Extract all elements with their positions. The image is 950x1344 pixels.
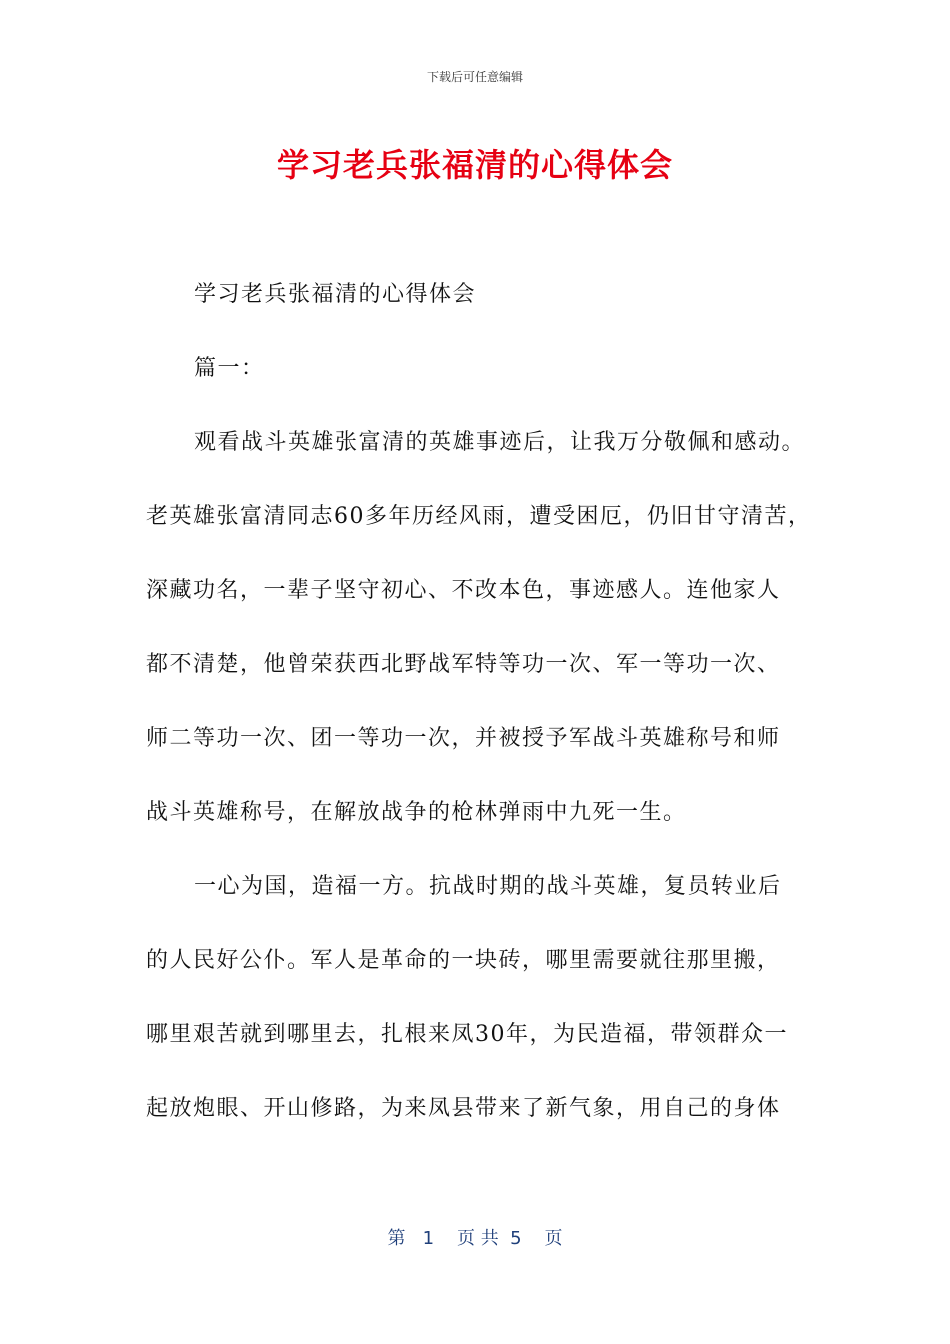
- paragraph-line: 起放炮眼、开山修路，为来凤县带来了新气象，用自己的身体: [146, 1096, 781, 1121]
- paragraph-line: 师二等功一次、团一等功一次，并被授予军战斗英雄称号和师: [146, 726, 781, 751]
- paragraph-line: 哪里艰苦就到哪里去，扎根来凤30年，为民造福，带领群众一: [146, 1022, 788, 1047]
- paragraph-line: 学习老兵张福清的心得体会: [194, 282, 477, 307]
- paragraph-line: 战斗英雄称号，在解放战争的枪林弹雨中九死一生。: [146, 800, 687, 825]
- paragraph-line: 篇一：: [194, 356, 265, 381]
- paragraph-line: 深藏功名，一辈子坚守初心、不改本色，事迹感人。连他家人: [146, 578, 781, 603]
- paragraph-line: 老英雄张富清同志60多年历经风雨，遭受困厄，仍旧甘守清苦，: [146, 504, 812, 529]
- paragraph-line: 的人民好公仆。军人是革命的一块砖，哪里需要就往那里搬，: [146, 948, 781, 973]
- header-note: 下载后可任意编辑: [426, 70, 523, 84]
- page-footer: 第 1 页 共 5 页: [387, 1228, 563, 1249]
- paragraph-line: 观看战斗英雄张富清的英雄事迹后，让我万分敬佩和感动。: [194, 430, 806, 455]
- document-title: 学习老兵张福清的心得体会: [276, 146, 673, 184]
- document-body: [146, 270, 816, 1158]
- paragraph-line: 一心为国，造福一方。抗战时期的战斗英雄，复员转业后: [194, 874, 782, 899]
- paragraph-line: 都不清楚，他曾荣获西北野战军特等功一次、军一等功一次、: [146, 652, 781, 677]
